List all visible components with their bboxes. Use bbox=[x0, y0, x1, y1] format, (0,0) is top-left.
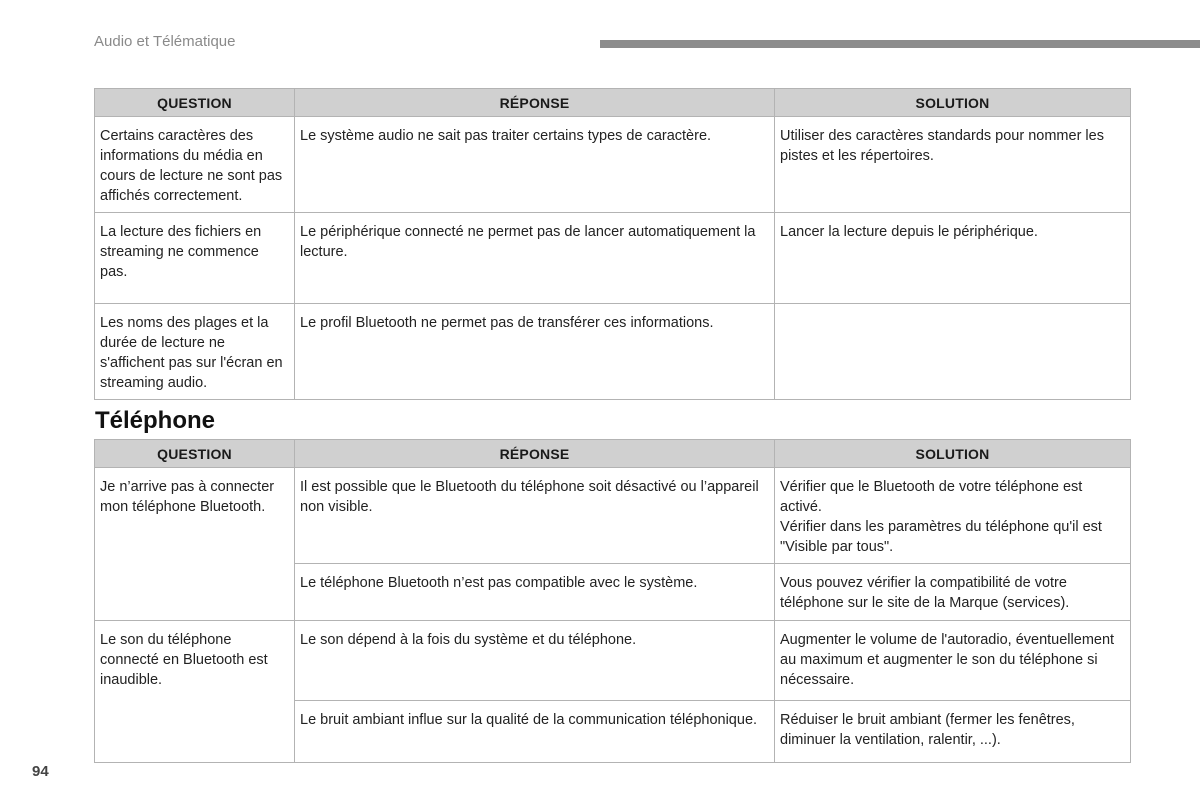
response-cell: Le téléphone Bluetooth n’est pas compatible avec le système. bbox=[295, 564, 775, 621]
solution-cell: Utiliser des caractères standards pour nommer les pistes et les répertoires. bbox=[775, 117, 1131, 213]
response-cell: Le système audio ne sait pas traiter certains types de caractère. bbox=[295, 117, 775, 213]
page-number: 94 bbox=[32, 763, 49, 780]
response-cell: Le bruit ambiant influe sur la qualité de la communication téléphonique. bbox=[295, 701, 775, 763]
response-cell: Le son dépend à la fois du système et du téléphone. bbox=[295, 621, 775, 701]
table-row bbox=[95, 621, 1131, 701]
telephone-faq-table bbox=[94, 439, 1131, 763]
solution-cell bbox=[775, 468, 1131, 564]
table-row bbox=[95, 213, 1131, 304]
solution-cell: Augmenter le volume de l'autoradio, éventuellement au maximum et augmenter le son du téléphone si nécessaire. bbox=[775, 621, 1131, 701]
solution-cell: Réduiser le bruit ambiant (fermer les fenêtres, diminuer la ventilation, ralentir, ...). bbox=[775, 701, 1131, 763]
column-header-solution: SOLUTION bbox=[775, 89, 1131, 117]
table-header-row bbox=[95, 440, 1131, 468]
table-row bbox=[95, 304, 1131, 400]
response-cell: Le profil Bluetooth ne permet pas de transférer ces informations. bbox=[295, 304, 775, 400]
column-header-response: RÉPONSE bbox=[295, 440, 775, 468]
response-cell: Le périphérique connecté ne permet pas de lancer automatiquement la lecture. bbox=[295, 213, 775, 304]
column-header-response: RÉPONSE bbox=[295, 89, 775, 117]
response-cell: Il est possible que le Bluetooth du téléphone soit désactivé ou l’appareil non visible. bbox=[295, 468, 775, 564]
solution-line: Vérifier que le Bluetooth de votre téléphone est activé. bbox=[780, 479, 1083, 515]
solution-cell bbox=[775, 304, 1131, 400]
audio-faq-table bbox=[94, 88, 1131, 400]
table-row bbox=[95, 468, 1131, 564]
table-header-row bbox=[95, 89, 1131, 117]
question-cell: La lecture des fichiers en streaming ne commence pas. bbox=[95, 213, 295, 304]
solution-cell: Lancer la lecture depuis le périphérique. bbox=[775, 213, 1131, 304]
section-title-telephone: Téléphone bbox=[95, 407, 216, 434]
column-header-question: QUESTION bbox=[95, 440, 295, 468]
chapter-title: Audio et Télématique bbox=[94, 33, 236, 50]
question-cell: Certains caractères des informations du média en cours de lecture ne sont pas affichés correctement. bbox=[95, 117, 295, 213]
solution-cell: Vous pouvez vérifier la compatibilité de votre téléphone sur le site de la Marque (services). bbox=[775, 564, 1131, 621]
question-cell: Le son du téléphone connecté en Bluetooth est inaudible. bbox=[95, 621, 295, 763]
table-row bbox=[95, 117, 1131, 213]
solution-line: Vérifier dans les paramètres du téléphone qu'il est "Visible par tous". bbox=[780, 519, 1102, 555]
column-header-solution: SOLUTION bbox=[775, 440, 1131, 468]
question-cell: Les noms des plages et la durée de lecture ne s'affichent pas sur l'écran en streaming audio. bbox=[95, 304, 295, 400]
column-header-question: QUESTION bbox=[95, 89, 295, 117]
header-divider-bar bbox=[600, 40, 1200, 48]
question-cell: Je n’arrive pas à connecter mon téléphone Bluetooth. bbox=[95, 468, 295, 621]
